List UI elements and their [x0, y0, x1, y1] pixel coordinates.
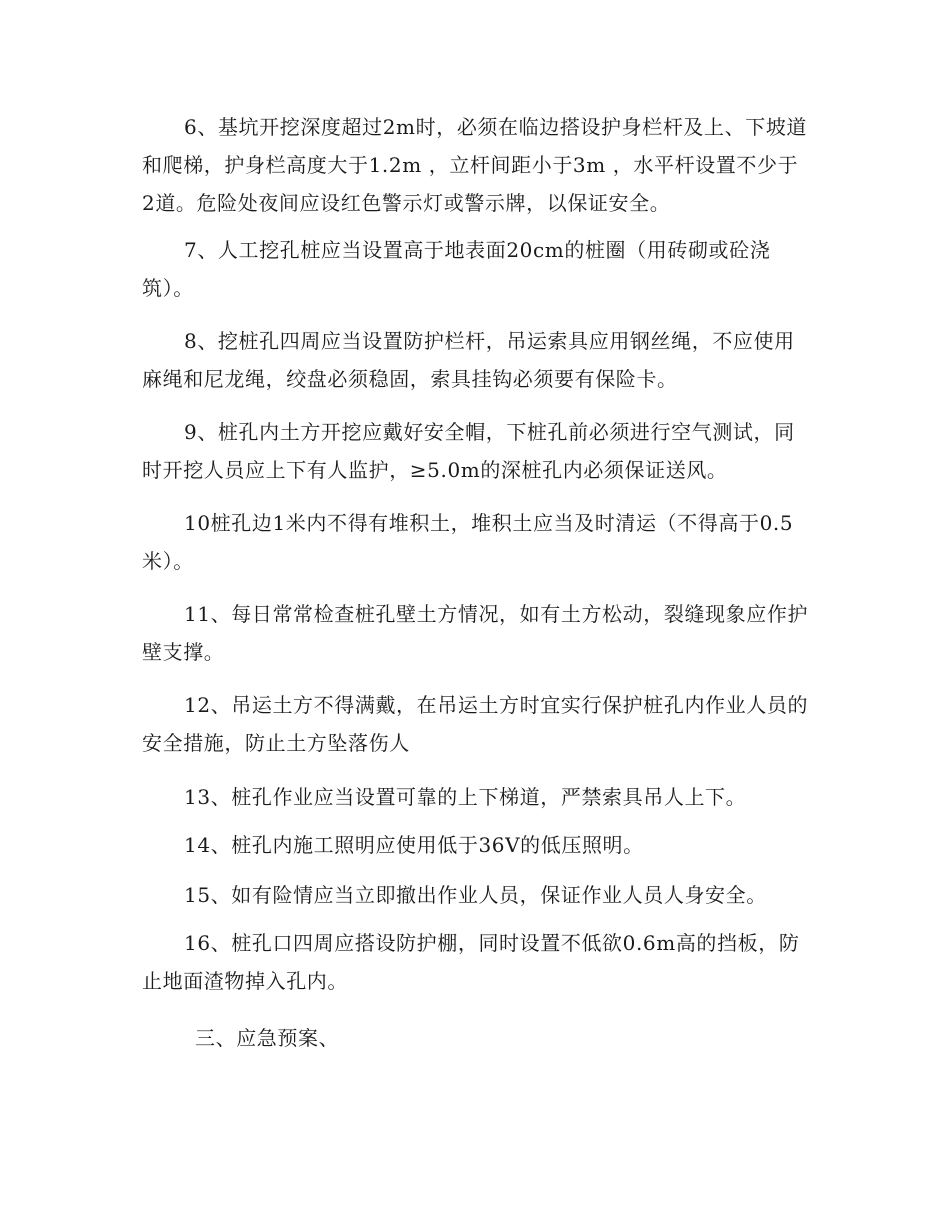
- paragraph-15: 15、如有险情应当立即撤出作业人员，保证作业人员人身安全。: [184, 883, 767, 907]
- paragraph-6: 6、基坑开挖深度超过2m时，必须在临边搭设护身栏杆及上、下坡道和爬梯，护身栏高度大于1.2m ，立杆间距小于3m ，水平杆设置不少于2道。危险处夜间应设红色警示灯或警示牌，以保证安全。: [142, 115, 808, 215]
- paragraph-7: 7、人工挖孔桩应当设置高于地表面20cm的桩圈（用砖砌或砼浇筑）。: [142, 238, 771, 300]
- section-heading: 三、应急预案、: [195, 1026, 340, 1050]
- paragraph-14: 14、桩孔内施工照明应使用低于36V的低压照明。: [184, 833, 644, 857]
- paragraph-8: 8、挖桩孔四周应当设置防护栏杆，吊运索具应用钢丝绳，不应使用麻绳和尼龙绳，绞盘必须稳固，索具挂钩必须要有保险卡。: [142, 329, 795, 391]
- paragraph-9: 9、桩孔内土方开挖应戴好安全帽，下桩孔前必须进行空气测试，同时开挖人员应上下有人监护，≥5.0m的深桩孔内必须保证送风。: [142, 420, 795, 482]
- paragraph-16: 16、桩孔口四周应搭设防护棚，同时设置不低欲0.6m高的挡板，防止地面渣物掉入孔内。: [142, 931, 800, 993]
- paragraph-12: 12、吊运土方不得满戴，在吊运土方时宜实行保护桩孔内作业人员的安全措施，防止土方坠落伤人: [142, 693, 809, 755]
- paragraph-10: 10桩孔边1米内不得有堆积土，堆积土应当及时清运（不得高于0.5米）。: [142, 511, 794, 573]
- paragraph-11: 11、每日常常检查桩孔壁土方情况，如有土方松动，裂缝现象应作护壁支撑。: [142, 602, 809, 664]
- paragraph-13: 13、桩孔作业应当设置可靠的上下梯道，严禁索具吊人上下。: [184, 785, 747, 809]
